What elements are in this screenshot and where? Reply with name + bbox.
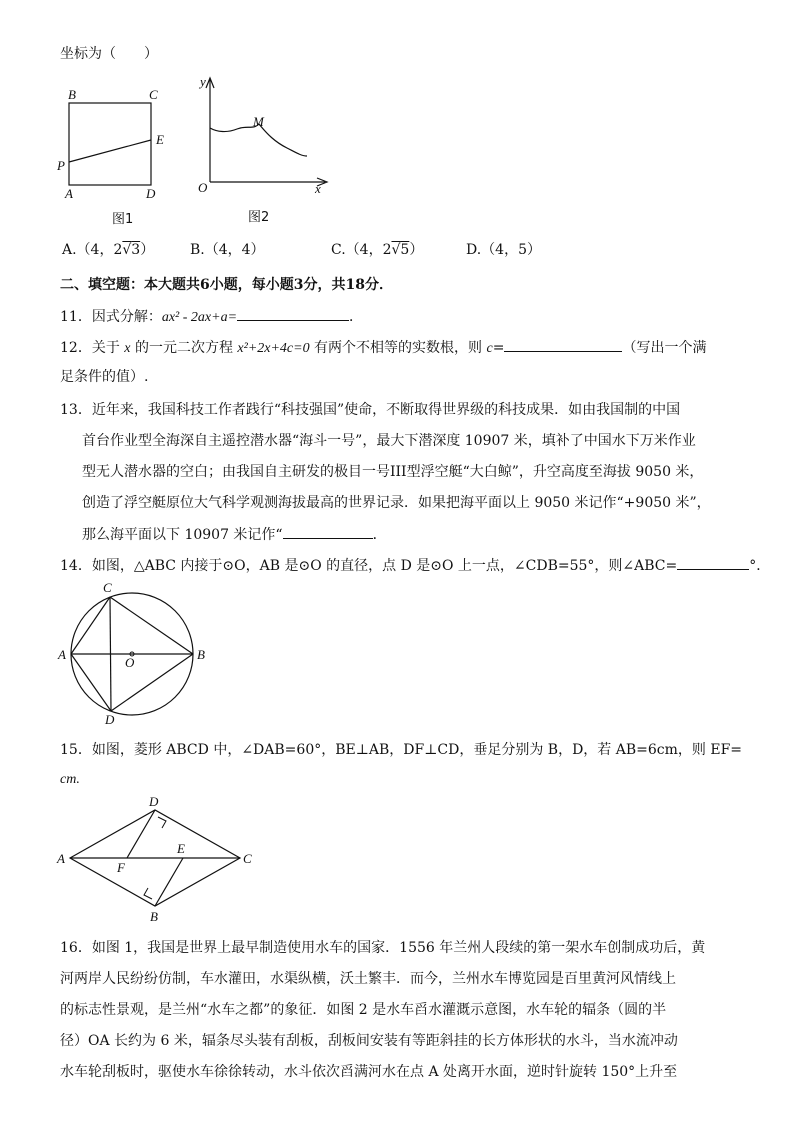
q10-option-c: C.（4，2√5） [331, 242, 424, 258]
q10-figure-1 [50, 80, 180, 230]
label-m: M [253, 114, 264, 129]
segment-df [127, 810, 155, 858]
label-c: C [243, 851, 252, 866]
right-angle-d [158, 817, 166, 828]
square-abcd [69, 103, 151, 185]
question-16-line-1: 16．如图 1，我国是世界上最早制造使用水车的国家．1556 年兰州人段续的第一架水车创制成功后，黄 [60, 940, 706, 956]
question-16-line-3: 的标志性景观，是兰州“水车之都”的象征．如图 2 是水车舀水灌溉示意图，水车轮的辐条（圆的半 [60, 1002, 667, 1018]
label-p: P [57, 158, 65, 173]
question-16-line-4: 径）OA 长约为 6 米，辐条尽头装有刮板，刮板间安装有等距斜挂的长方体形状的水斗，当水流冲动 [60, 1033, 678, 1049]
question-14: 14．如图，△ABC 内接于⊙O，AB 是⊙O 的直径，点 D 是⊙O 上一点，∠CDB=55°，则∠ABC= °． [60, 555, 770, 576]
label-c: C [103, 580, 112, 595]
right-angle-b [144, 888, 152, 899]
label-b: B [68, 87, 76, 102]
label-e: E [177, 841, 185, 856]
question-13-line-4: 创造了浮空艇原位大气科学观测海拔最高的世界记录．如果把海平面以上 9050 米记作“+9050 米”， [82, 495, 711, 511]
question-13-line-2: 首台作业型全海深自主遥控潜水器“海斗一号”，最大下潜深度 10907 米，填补了中国水下万米作业 [82, 433, 696, 449]
chord-db [111, 654, 193, 711]
question-13-line-3: 型无人潜水器的空白；由我国自主研发的极目一号III型浮空艇“大白鲸”，升空高度至海拔 9050 米， [82, 464, 704, 480]
q12-answer-blank[interactable] [504, 337, 622, 352]
question-13-line-5: 那么海平面以下 10907 米记作“ ． [82, 524, 387, 545]
label-y: y [200, 74, 206, 89]
question-15-unit: cm. [60, 772, 80, 787]
label-o: O [125, 655, 135, 670]
label-x: x [315, 181, 321, 196]
q10-tail: 坐标为（ ） [60, 46, 158, 62]
question-15: 15．如图，菱形 ABCD 中，∠DAB=60°，BE⊥AB，DF⊥CD，垂足分别为 B，D，若 AB=6cm，则 EF= [60, 742, 743, 758]
q14-figure [55, 580, 215, 730]
chord-ad [71, 654, 111, 711]
chord-cb [110, 597, 193, 654]
q10-figure-2 [193, 72, 338, 225]
label-d: D [149, 794, 159, 809]
question-16-line-5: 水车轮刮板时，驱使水车徐徐转动，水斗依次舀满河水在点 A 处离开水面，逆时针旋转 150°上升至 [60, 1064, 678, 1080]
label-d: D [146, 186, 156, 201]
question-11: 11．因式分解：ax² - 2ax+a= ． [60, 306, 363, 328]
q10-option-d: D.（4，5） [466, 242, 541, 258]
label-a: A [57, 851, 65, 866]
chord-cd [110, 597, 111, 711]
caption-fig1: 图1 [112, 212, 134, 227]
label-b: B [197, 647, 205, 662]
label-b: B [150, 909, 158, 924]
question-13-line-1: 13．近年来，我国科技工作者践行“科技强国”使命，不断取得世界级的科技成果．如由我国制的中国 [60, 402, 681, 418]
q10-option-a: A.（4，2√3） [62, 242, 155, 258]
chord-ac [71, 597, 110, 654]
label-a: A [65, 186, 73, 201]
label-a: A [58, 647, 66, 662]
question-12: 12．关于 x 的一元二次方程 x²+2x+4c=0 有两个不相等的实数根，则 c= （写出一个满 [60, 337, 706, 359]
label-d: D [105, 712, 115, 727]
caption-fig2: 图2 [248, 210, 270, 225]
label-c: C [149, 87, 158, 102]
q14-answer-blank[interactable] [677, 555, 749, 570]
question-16-line-2: 河两岸人民纷纷仿制，车水灌田，水渠纵横，沃土繁丰．而今，兰州水车博览园是百里黄河风情线上 [60, 971, 676, 987]
q11-answer-blank[interactable] [237, 306, 349, 321]
section-2-title: 二、填空题：本大题共6小题，每小题3分，共18分． [60, 277, 393, 293]
label-e: E [156, 132, 164, 147]
question-12-line-2: 足条件的值）. [60, 369, 149, 385]
label-o: O [198, 180, 208, 195]
segment-pe [69, 140, 151, 162]
label-f: F [117, 860, 125, 875]
q13-answer-blank[interactable] [283, 524, 373, 539]
segment-be [155, 858, 183, 906]
q15-figure [55, 795, 265, 925]
q10-option-b: B.（4，4） [190, 242, 265, 258]
